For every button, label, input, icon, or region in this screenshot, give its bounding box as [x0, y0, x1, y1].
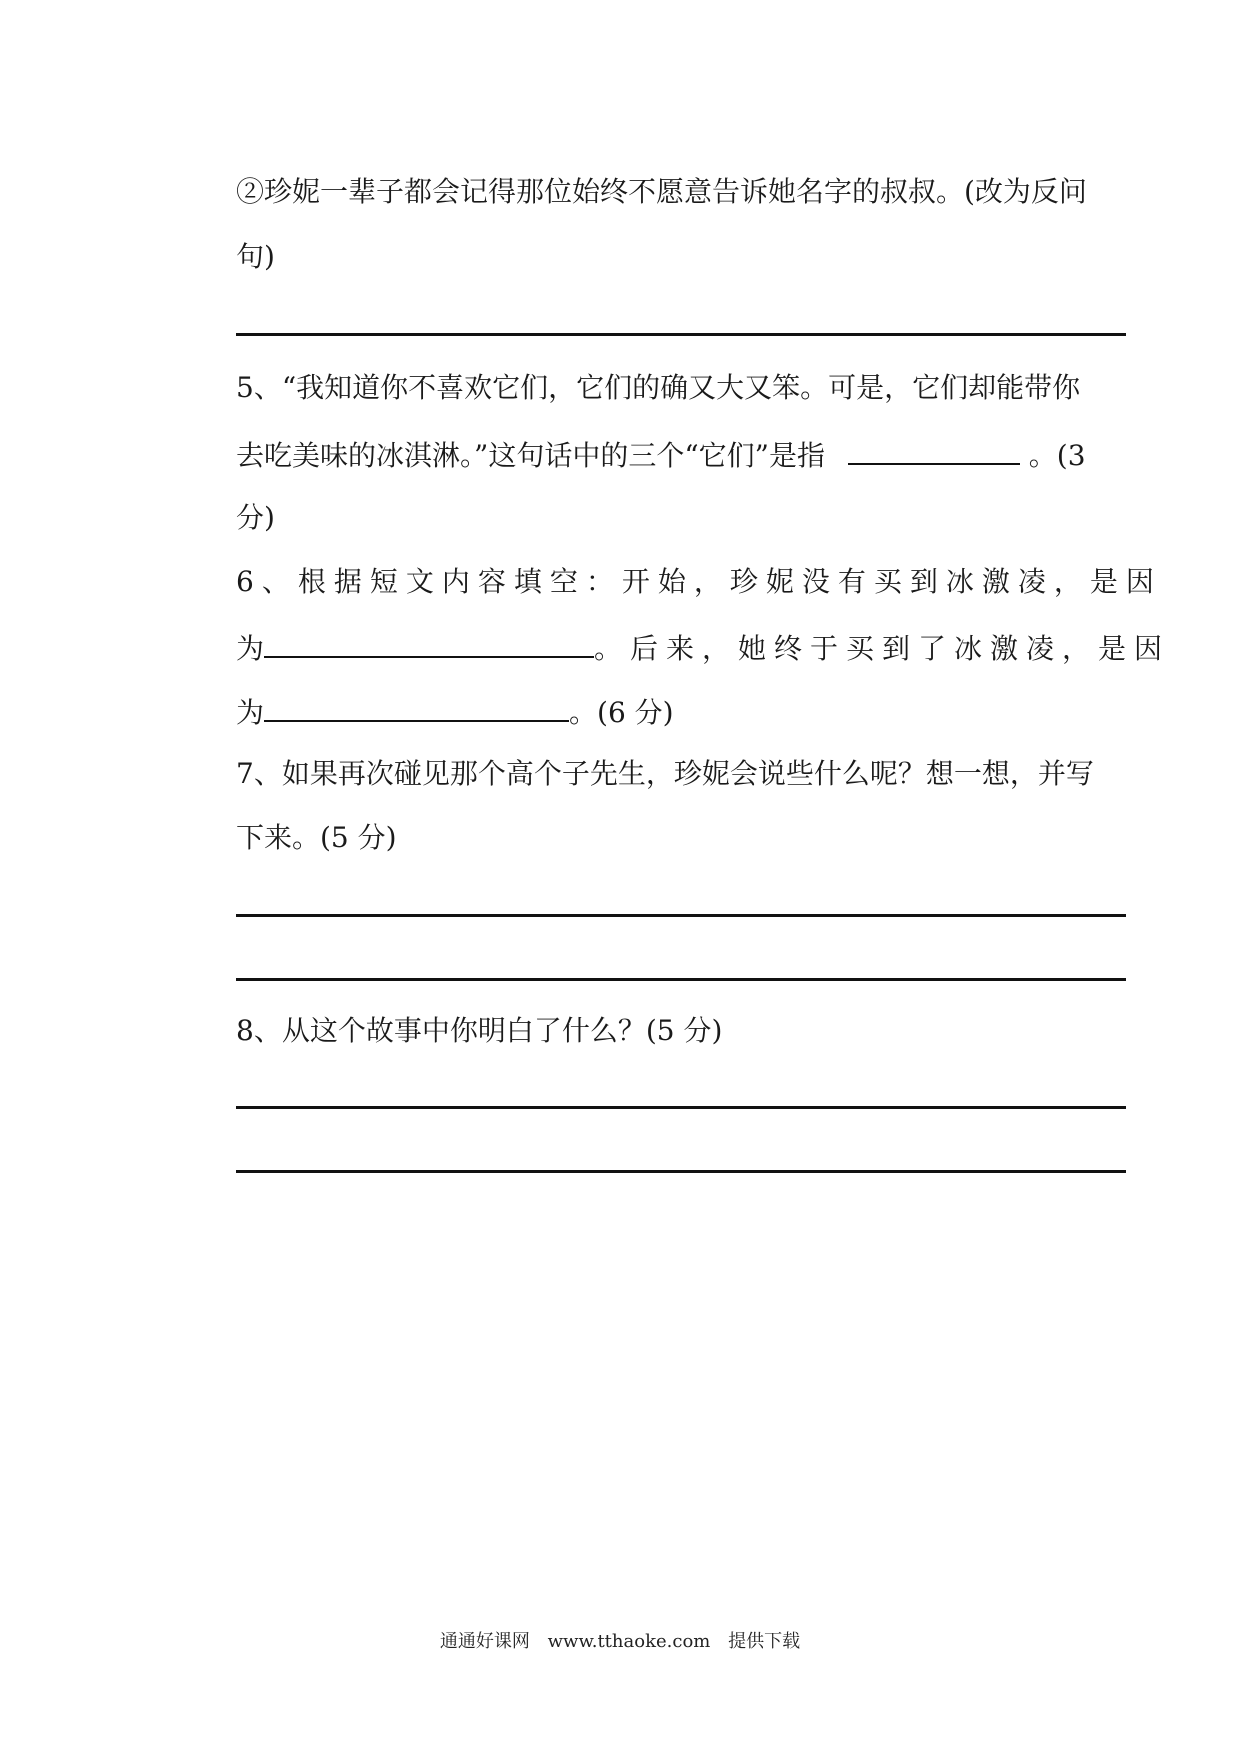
q5-line-2-tail: 。(3 [1028, 439, 1086, 472]
q6-line-2-text: 。后来，她终于买到了冰激凌，是因 [594, 632, 1171, 665]
q7-line-2: 下来。(5 分) [236, 821, 397, 854]
answer-line-q8-2[interactable] [236, 1170, 1126, 1173]
q7-line-1: 7、如果再次碰见那个高个子先生，珍妮会说些什么呢？想一想，并写 [236, 757, 1094, 790]
q6-line-1: 6、根据短文内容填空：开始，珍妮没有买到冰激凌，是因 [236, 565, 1162, 598]
q6-line-2 [236, 626, 1171, 669]
footer-suffix: 提供下载 [728, 1631, 801, 1652]
footer-site-name: 通通好课网 [439, 1631, 530, 1652]
q8-line-1: 8、从这个故事中你明白了什么？(5 分) [236, 1014, 723, 1047]
answer-line-q4-2[interactable] [236, 333, 1126, 336]
q5-line-1: 5、“我知道你不喜欢它们，它们的确又大又笨。可是，它们却能带你 [236, 371, 1081, 404]
q6-blank-2[interactable] [264, 690, 569, 722]
answer-line-q8-1[interactable] [236, 1106, 1126, 1109]
q6-line-3 [236, 690, 1126, 733]
q5-line-2 [236, 433, 1126, 476]
q4-2-line-1: ②珍妮一辈子都会记得那位始终不愿意告诉她名字的叔叔。(改为反问 [236, 175, 1087, 208]
footer-url[interactable]: www.tthaoke.com [547, 1631, 711, 1652]
q6-line-3-prefix: 为 [236, 696, 265, 729]
q6-line-2-prefix: 为 [236, 632, 265, 665]
q6-blank-1[interactable] [264, 626, 594, 658]
answer-line-q7-1[interactable] [236, 914, 1126, 917]
answer-line-q7-2[interactable] [236, 978, 1126, 981]
q6-line-3-text: 。(6 分) [569, 696, 674, 729]
page-footer [0, 1630, 1240, 1654]
q5-line-3: 分) [236, 501, 275, 534]
q4-2-line-2: 句) [236, 240, 275, 273]
q5-blank[interactable] [848, 433, 1020, 465]
q5-line-2-text: 去吃美味的冰淇淋。”这句话中的三个“它们”是指 [236, 439, 825, 472]
